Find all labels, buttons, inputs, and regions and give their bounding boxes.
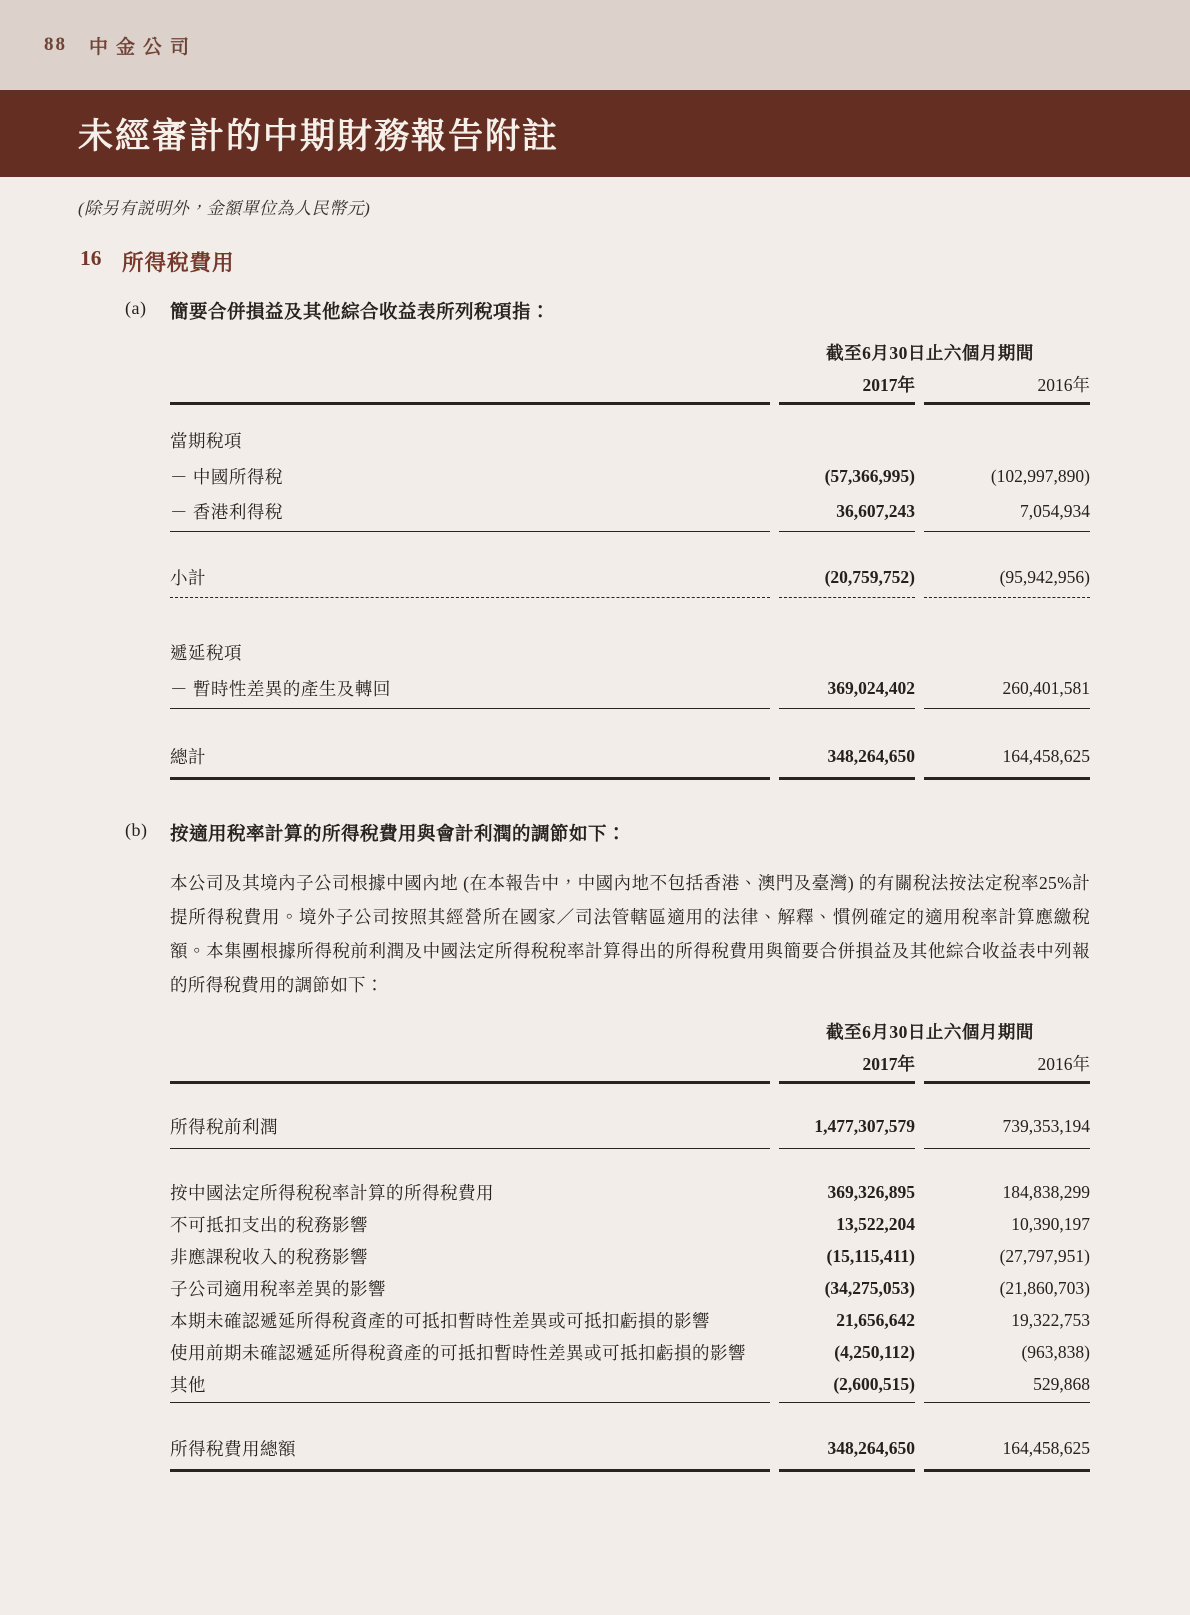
year-2017-header: 2017年 [862,1053,915,1074]
spacer-row [170,1150,1090,1176]
table-row: 非應課稅收入的稅務影響 (15,115,411) (27,797,951) [170,1245,1090,1267]
table-row-total: 所得稅費用總額 348,264,650 164,458,625 [170,1437,1090,1459]
part-a-heading: 簡要合併損益及其他綜合收益表所列稅項指： [170,303,551,323]
table-row: 子公司適用稅率差異的影響 (34,275,053) (21,860,703) [170,1277,1090,1299]
year-header-row [170,1046,1090,1080]
spacer-row [170,405,1090,423]
section-heading [80,246,1190,277]
banner-title: 未經審計的中期財務報告附註 [78,116,560,156]
table-row: 遞延稅項 [170,643,242,664]
spacer-row [170,599,1090,635]
table-row: － 中國所得稅 (57,366,995) (102,997,890) [170,465,1090,487]
company-name: 中金公司 [89,36,198,58]
table-rule-thick [170,1468,1090,1472]
table-row: 使用前期未確認遞延所得稅資產的可抵扣暫時性差異或可抵扣虧損的影響 (4,250,112) (963,838) [170,1341,1090,1363]
part-b-paragraph: 本公司及其境內子公司根據中國內地 (在本報告中，中國內地不包括香港、澳門及臺灣) 的有關稅法按法定稅率25%計提所得稅費用。境外子公司按照其經營所在國家／司法管轄區適用的法律、解釋、慣例確定的適用稅率計算應繳稅額。本集團根據所得稅前利潤及中國法定所得稅稅率計算得出的所得稅費用與簡要合併損益及其他綜合收益表中列報的所得稅費用的調節如下： [170,873,1090,995]
table-row: 不可抵扣支出的稅務影響 13,522,204 10,390,197 [170,1213,1090,1235]
page-header-strip [0,0,1190,90]
part-a-marker: (a) [125,298,147,318]
part-a-heading-row [0,298,1190,324]
part-b-marker: (b) [125,820,148,840]
spacer-row [170,710,1090,736]
table-row: 其他 (2,600,515) 529,868 [170,1373,1090,1395]
tax-items-table [170,337,1090,780]
table-rule-thick [170,776,1090,780]
section-title: 所得稅費用 [122,251,235,275]
part-b-heading: 按適用稅率計算的所得稅費用與會計利潤的調節如下： [170,825,627,845]
table-row: 所得稅前利潤 1,477,307,579 739,353,194 [170,1115,1090,1137]
year-2017-header: 2017年 [862,374,915,395]
table-row: 本期未確認遞延所得稅資產的可抵扣暫時性差異或可抵扣虧損的影響 21,656,642 19,322,753 [170,1309,1090,1331]
chapter-banner [0,90,1190,177]
page-number: 88 [44,34,67,55]
spacer-row [170,534,1090,560]
year-2016-header: 2016年 [1037,1053,1090,1074]
spacer-row [170,1404,1090,1428]
period-header-row [170,337,1090,367]
currency-note: (除另有説明外，金額單位為人民幣元) [78,199,371,218]
period-header: 截至6月30日止六個月期間 [826,342,1034,363]
table-row: － 香港利得稅 36,607,243 7,054,934 [170,501,1090,523]
table-row-total: 總計 348,264,650 164,458,625 [170,745,1090,767]
section-number: 16 [80,246,102,270]
part-b-heading-row [0,820,1190,846]
period-header: 截至6月30日止六個月期間 [826,1021,1034,1042]
table-row: 當期稅項 [170,431,242,452]
year-2016-header: 2016年 [1037,374,1090,395]
table-row: － 暫時性差異的產生及轉回 369,024,402 260,401,581 [170,677,1090,699]
year-header-row [170,367,1090,401]
table-row: 按中國法定所得稅稅率計算的所得稅費用 369,326,895 184,838,299 [170,1181,1090,1203]
table-row: 小計 (20,759,752) (95,942,956) [170,566,1090,588]
reconciliation-table [170,1016,1090,1472]
spacer-row [170,1084,1090,1106]
period-header-row [170,1016,1090,1046]
